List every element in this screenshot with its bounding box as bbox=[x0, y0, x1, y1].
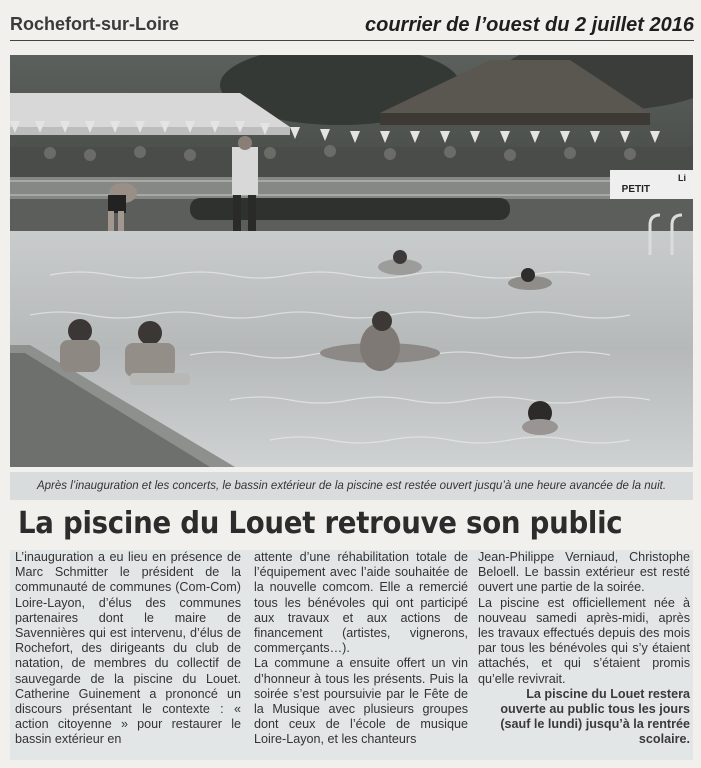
article-column-2 bbox=[254, 550, 468, 748]
article-column-1 bbox=[15, 550, 241, 748]
closing-note: La piscine du Louet restera ouverte au public tous les jours (sauf le lundi) jusqu’à la rentrée scolaire. bbox=[500, 686, 690, 747]
paragraph: attente d’une réhabilitation totale de l’équipement avec l’aide souhaitée de la nouvelle comcom. Elle a remercié tous les bénévoles qui ont participé aux travaux et aux actions de financement (artistes, vignerons, commerçants…). bbox=[254, 550, 468, 656]
photo-caption: Après l’inauguration et les concerts, le bassin extérieur de la piscine est restée ouvert jusqu’à une heure avancée de la nuit. bbox=[10, 472, 693, 500]
location-label: Rochefort-sur-Loire bbox=[10, 14, 180, 34]
paragraph: Jean-Philippe Verniaud, Christophe Beloell. Le bassin extérieur est resté ouvert une partie de la soirée. bbox=[478, 550, 690, 595]
paragraph: La commune a ensuite offert un vin d’honneur à tous les présents. Puis la soirée s’est poursuivie par le Fête de la Musique avec plusieurs groupes dont ceux de l’école de musique Loire-Layon, et les chanteurs bbox=[254, 656, 468, 747]
article-headline: La piscine du Louet retrouve son public bbox=[18, 506, 623, 541]
sign-text-2: Li bbox=[678, 173, 686, 183]
pool-photo-illustration bbox=[10, 55, 693, 467]
source-label: courrier de l’ouest du 2 juillet 2016 bbox=[365, 14, 694, 36]
paragraph: La piscine est officiellement née à nouveau samedi après-midi, après les travaux effectués depuis des mois par tous les bénévoles qui s’y étaient attachés, et qui s’étaient promis qu’elle revivrait. bbox=[478, 595, 690, 686]
article-body bbox=[10, 550, 693, 760]
sign-text: PETIT bbox=[621, 184, 650, 195]
paragraph: L’inauguration a eu lieu en présence de Marc Schmitter le président de la communauté de communes (Com-Com) Loire-Layon, d’élus des communes partenaires dont le maire de Savennières qui est intervenu, d’élus de Rochefort, des dirigeants du club de natation, de membres du collectif de sauvegarde de la piscine du Louet. Catherine Guinement a prononcé un discours présentant le contexte : « action citoyenne » pour restaurer le bassin extérieur en bbox=[15, 550, 241, 747]
article-column-3 bbox=[478, 550, 690, 748]
article-photo bbox=[10, 55, 693, 467]
article-header bbox=[10, 8, 694, 41]
